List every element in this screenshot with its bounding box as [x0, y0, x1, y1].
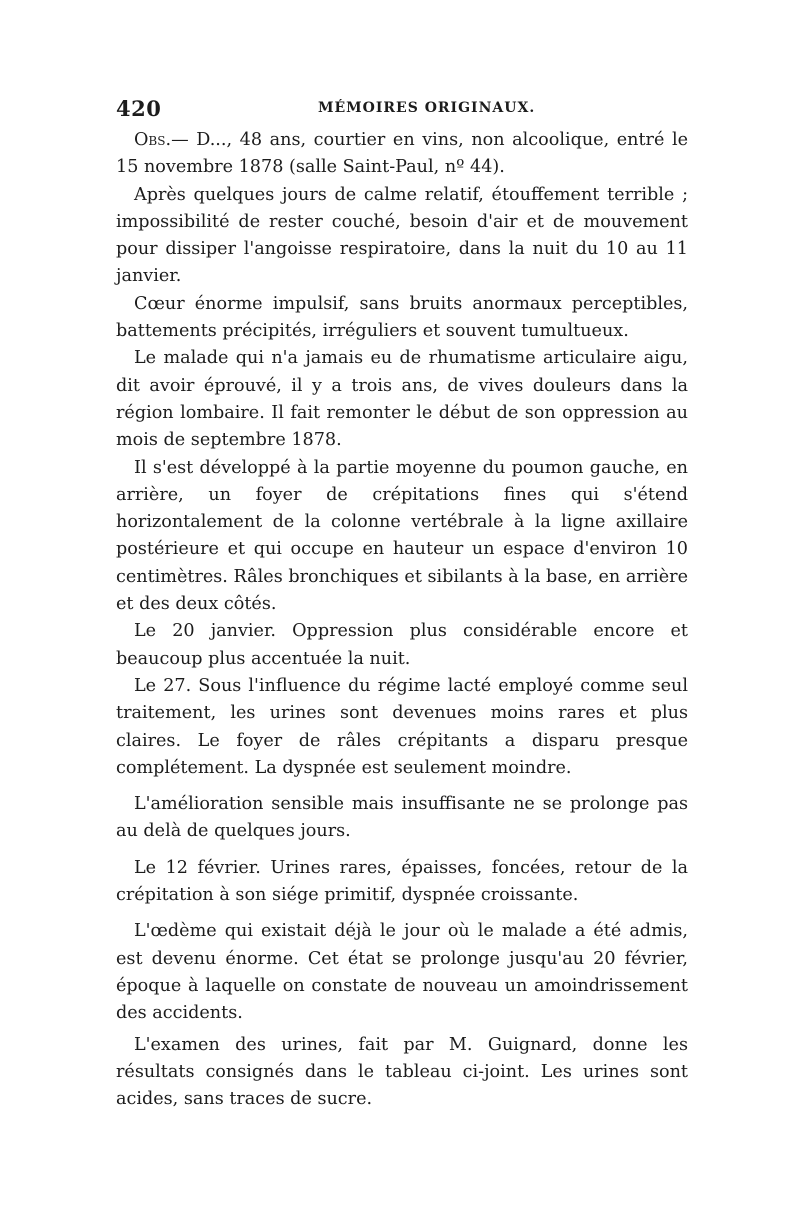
paragraph-text: L'œdème qui existait déjà le jour où le malade a été admis, est devenu énorme. Cet état se prolonge jusqu'au 20 février, époque à laquelle on constate de nouveau un amoindrissement des accidents. — [116, 921, 688, 1024]
paragraph-text: Après quelques jours de calme relatif, étouffement terrible ; impossibilité de rester couché, besoin d'air et de mouvement pour dissiper l'angoisse respiratoire, dans la nuit du 10 au 11 janvier. — [116, 184, 688, 287]
paragraph-text: Le 12 février. Urines rares, épaisses, foncées, retour de la crépitation à son siége primitif, dyspnée croissante. — [116, 857, 688, 906]
paragraph — [116, 791, 688, 846]
paragraph-text: Cœur énorme impulsif, sans bruits anormaux perceptibles, battements précipités, irréguliers et souvent tumultueux. — [116, 293, 688, 342]
paragraph — [116, 673, 688, 782]
running-head: MÉMOIRES ORIGINAUX. — [318, 100, 536, 116]
paragraph — [116, 1032, 688, 1114]
paragraph — [116, 855, 688, 910]
paragraph-text: Le 27. Sous l'influence du régime lacté employé comme seul traitement, les urines sont devenues moins rares et plus claires. Le foyer de râles crépitants a disparu presque complétement. La dyspnée est seulement moindre. — [116, 675, 688, 778]
paragraph-observation — [116, 127, 688, 182]
paragraph — [116, 918, 688, 1027]
paragraph-text: Le malade qui n'a jamais eu de rhumatisme articulaire aigu, dit avoir éprouvé, il y a trois ans, de vives douleurs dans la région lombaire. Il fait remonter le début de son oppression au mois de septembre 1878. — [116, 348, 688, 451]
paragraph — [116, 291, 688, 346]
body-text — [116, 127, 688, 1113]
paragraph — [116, 618, 688, 673]
paragraph-text: L'examen des urines, fait par M. Guignard, donne les résultats consignés dans le tableau ci-joint. Les urines sont acides, sans traces de sucre. — [116, 1034, 688, 1110]
paragraph — [116, 345, 688, 454]
page-number: 420 — [116, 96, 162, 121]
paragraph-text: — D..., 48 ans, courtier en vins, non alcoolique, entré le 15 novembre 1878 (salle Saint-Paul, nº 44). — [116, 130, 688, 178]
paragraph-text: Il s'est développé à la partie moyenne du poumon gauche, en arrière, un foyer de crépitations fines qui s'étend horizontalement de la colonne vertébrale à la ligne axillaire postérieure et qui occupe en hauteur un espace d'environ 10 centimètres. Râles bronchiques et sibilants à la base, en arrière et des deux côtés. — [116, 457, 688, 615]
paragraph — [116, 455, 688, 619]
paragraph-text: Le 20 janvier. Oppression plus considérable encore et beaucoup plus accentuée la nuit. — [116, 621, 688, 669]
paragraph — [116, 182, 688, 291]
paragraph-text: L'amélioration sensible mais insuffisante ne se prolonge pas au delà de quelques jours. — [116, 794, 688, 842]
observation-label: Obs. — [134, 130, 172, 150]
page-header — [116, 96, 688, 126]
